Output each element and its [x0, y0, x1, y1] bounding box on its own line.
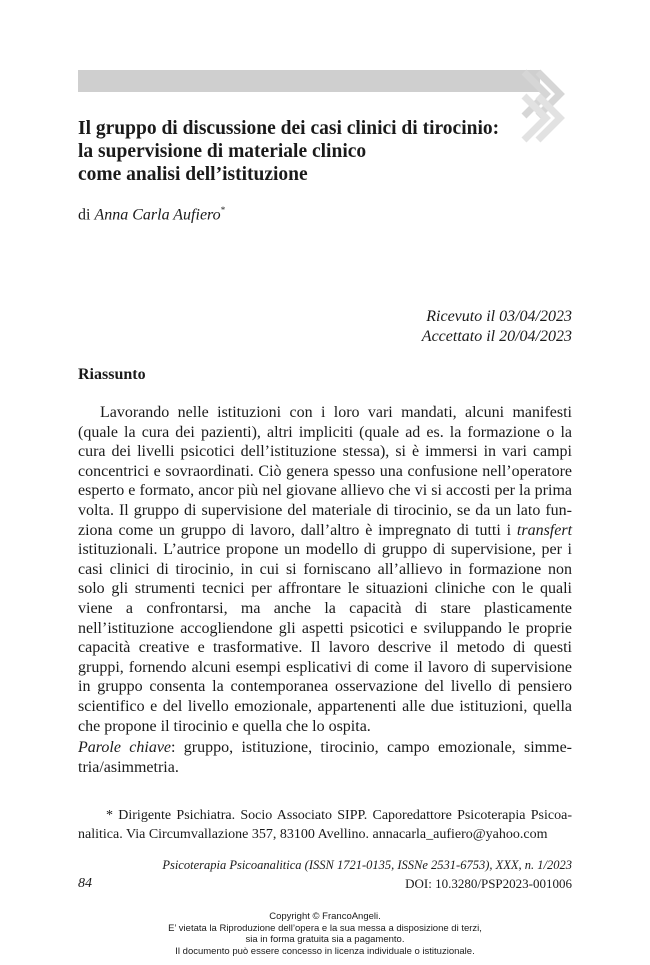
author-footnote-marker: *: [220, 205, 226, 215]
abstract-part-1: Lavorando nelle istituzioni con i loro vari mandati, alcuni manifesti (quale la cura dei pazienti), altri impliciti (quale ad es. la formazione o la cura dei livelli psicotici dell’istituzione stessa), si è immersi in vari campi concentrici e sovraordinati. Ciò genera spesso una confusione nell’operatore esperto e formato, ancor più nel giovane allievo che vi si accosti per la prima volta. Il gruppo di supervisione del materiale di tirocinio, se da un lato funziona come un gruppo di lavoro, dall’altro è impregnato di tutti i: [78, 404, 572, 539]
copyright-line: Copyright © FrancoAngeli.: [269, 911, 381, 922]
submission-dates: [422, 307, 572, 347]
author-name: Anna Carla Aufiero: [94, 206, 221, 224]
author-prefix: di: [78, 206, 91, 224]
keywords-text: : gruppo, istituzione, tirocinio, campo emozionale, simmetria/asimmetria.: [78, 739, 572, 776]
copyright-line: sia in forma gratuita sia a pagamento.: [245, 934, 405, 945]
title-line: Il gruppo di discussione dei casi clinici di tirocinio:: [78, 118, 500, 139]
abstract-part-2: istituzionali. L’autrice propone un modello di gruppo di supervisione, per i casi clinici di tirocinio, in cui si forniscano all’allievo in formazione non solo gli strumenti tecnici per affrontare le situazioni cliniche con le quali viene a confrontarsi, ma anche la capacità di stare plasticamente nell’istituzione accogliendone gli aspetti psicotici e sviluppando le proprie capacità creative e trasformative. Il lavoro descrive il metodo di questi gruppi, fornendo alcuni esempi esplicativi di come il lavoro di supervisione in gruppo consenta la contemporanea osservazione del livello di pensiero scientifico e del livello emozionale, appartenenti alle due istituzioni, quella che propone il tirocinio e quella che lo ospita.: [78, 541, 572, 735]
header-banner: [78, 70, 540, 92]
doi: DOI: 10.3280/PSP2023-001006: [405, 876, 572, 891]
article-title: [78, 117, 578, 186]
copyright-notice: [0, 911, 650, 957]
keywords-label: Parole chiave: [78, 739, 172, 756]
title-line: la supervisione di materiale clinico: [78, 141, 367, 162]
journal-citation: Psicoterapia Psicoanalitica (ISSN 1721-0135, ISSNe 2531-6753), XXX, n. 1/2023: [162, 858, 572, 872]
copyright-line: E’ vietata la Riproduzione dell’opera e la sua messa a disposizione di terzi,: [168, 922, 482, 934]
title-line: come analisi dell’istituzione: [78, 164, 308, 185]
author-line: [78, 205, 225, 224]
copyright-line: Il documento può essere concesso in licenza individuale o istituzionale.: [175, 945, 475, 957]
received-date: Ricevuto il 03/04/2023: [426, 308, 572, 325]
abstract-heading: Riassunto: [78, 366, 146, 383]
accepted-date: Accettato il 20/04/2023: [421, 328, 572, 345]
page-number: 84: [78, 876, 92, 891]
author-footnote: * Dirigente Psichiatra. Socio Associato SIPP. Caporedattore Psicoterapia Psicoanalitica. Via Circumvallazione 357, 83100 Avellino. annacarla_aufiero@yahoo.com: [78, 808, 572, 842]
abstract-text: [78, 403, 572, 736]
abstract-italic-term: transfert: [516, 521, 573, 539]
keywords: [78, 738, 572, 777]
